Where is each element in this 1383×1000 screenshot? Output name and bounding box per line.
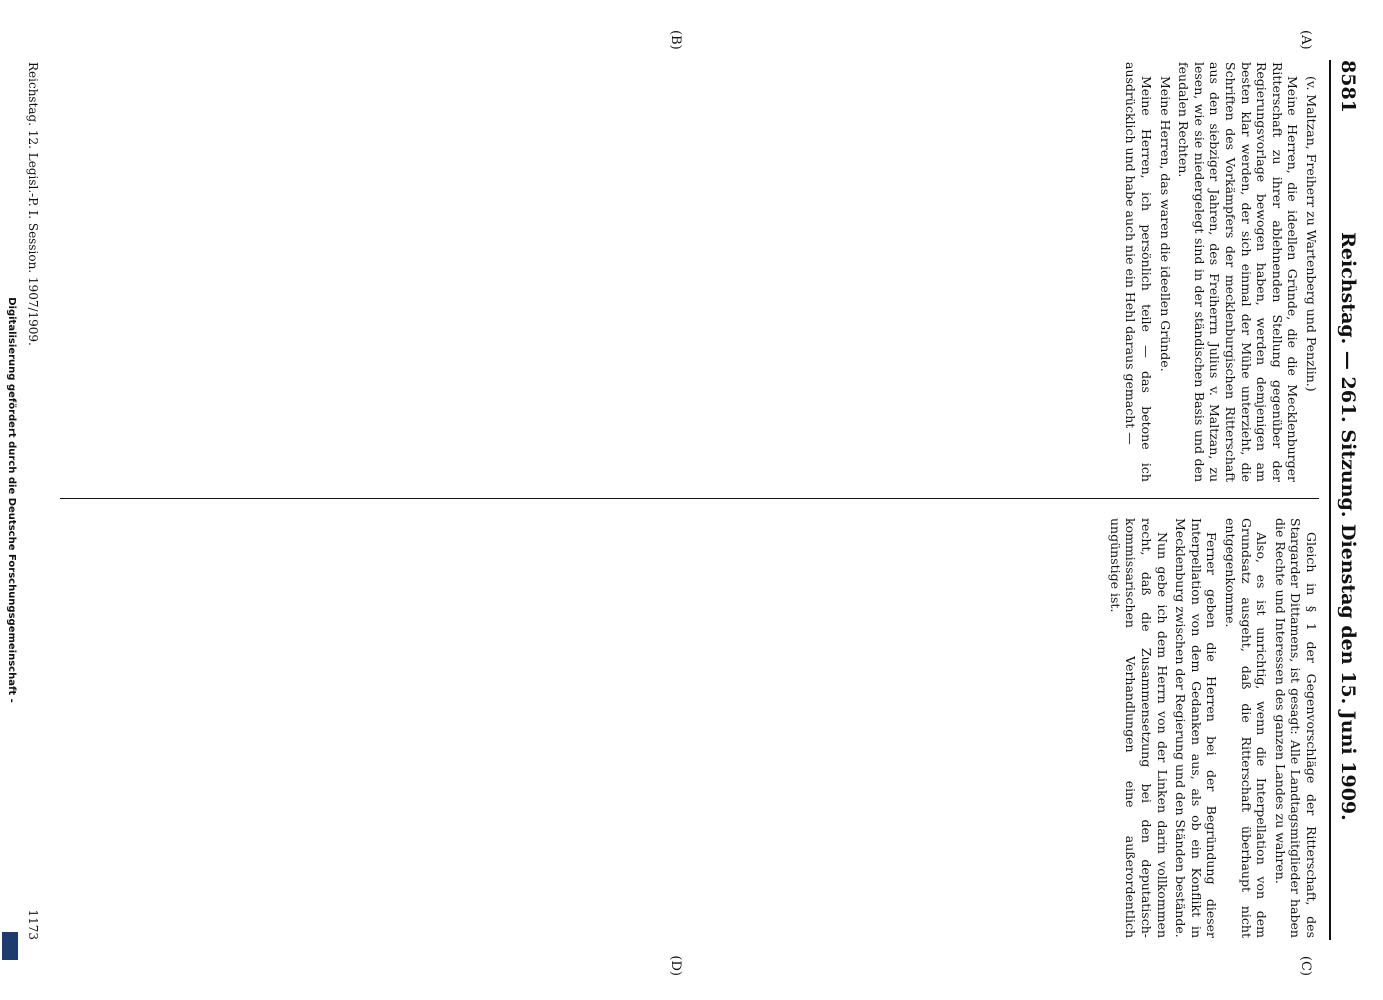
page-header — [1329, 60, 1365, 940]
margin-marker-b: (B) — [668, 30, 683, 50]
speaker-line: (v. Maltzan, Freiherr zu Wartenberg und Penzlin.) — [1304, 76, 1319, 392]
paragraph: Meine Herren, ich persönlich teile — das betone ich ausdrücklich und habe auch nie ein Hehl daraus gemacht — — [1123, 62, 1155, 482]
page-number: 8581 — [1337, 60, 1359, 113]
margin-marker-d: (D) — [668, 955, 683, 976]
paragraph: Nun gebe ich dem Herrn von der Linken darin vollkommen recht, daß die Zusammensetzung bei den deputatisch-kommissarischen Verhandlungen eine außerordentlich ungünstige ist. — [1107, 518, 1170, 938]
text-column-left — [60, 62, 1319, 482]
paragraph: Meine Herren, das waren die ideellen Gründe. — [1157, 76, 1173, 372]
text-column-right — [60, 518, 1319, 938]
running-title: Reichstag. — 261. Sitzung. Dienstag den 15. Juni 1909. — [1337, 232, 1359, 821]
digitization-note: Digitalisierung gefördert durch die Deutsche Forschungsgemeinschaft - — [6, 297, 17, 703]
margin-marker-c: (C) — [1298, 955, 1313, 976]
margin-marker-a: (A) — [1298, 30, 1313, 50]
footer-sheet-number: 1173 — [26, 909, 40, 940]
paragraph: Meine Herren, die ideellen Gründe, die die Mecklenburger Ritterschaft zu ihrer ablehnenden Stellung gegenüber der Regierungsvorlage bewogen haben, werden demjenigen am besten klar werden, der sich einmal der Mühe unterzieht, die Schriften des Vorkämpfers der mecklenburgischen Ritterschaft aus den siebziger Jahren, des Freiherrn Julius v. Maltzan, zu lesen, wie sie niedergelegt sind in der ständischen Basis und den feudalen Rechten. — [1176, 62, 1301, 482]
paragraph: Ferner geben die Herren bei der Begründung dieser Interpellation von dem Gedanken aus, als ob ein Konflikt in Mecklenburg zwischen der Regierung und den Ständen bestände. — [1173, 518, 1220, 938]
dfg-logo-icon — [2, 932, 18, 960]
footer-session-info: Reichstag. 12. Legisl.-P. I. Session. 1907/1909. — [26, 62, 40, 346]
paragraph: Gleich in § 1 der Gegenvorschläge der Ritterschaft, des Stargarder Dittamens, ist gesagt: Alle Landtagsmitglieder haben die Rechte und Interessen des ganzen Landes zu wahren. — [1272, 518, 1319, 938]
column-divider — [60, 498, 1319, 499]
paragraph: Also, es ist unrichtig, wenn die Interpellation von dem Grundsatz ausgeht, daß die Ritterschaft überhaupt nicht entgegenkomme. — [1223, 518, 1270, 938]
